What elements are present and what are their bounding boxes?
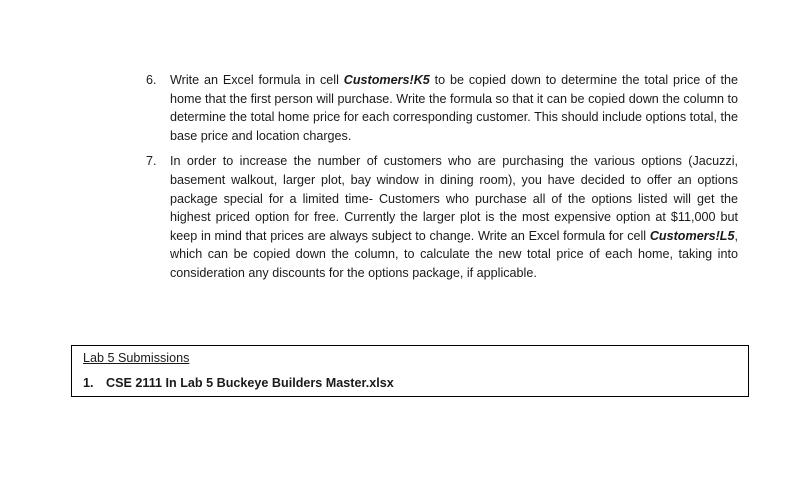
instruction-list — [146, 71, 738, 290]
item-number: 7. — [146, 154, 157, 169]
item-text: to be copied down to determine the total price of the home that the first person will purchase. Write the formula so that it can be copied down the column to determine the total home price for each corresponding customer. This should include options total, the base price and location charges. — [170, 73, 738, 143]
instruction-item-6 — [146, 71, 738, 145]
item-number: 6. — [146, 73, 157, 87]
cell-reference: Customers!K5 — [343, 73, 430, 87]
item-text: In order to increase the number of customers who are purchasing the various options (Jacuzzi, basement walkout, larger plot, bay window in dining room), you have decided to offer an options package special for a limited time- Customers who purchase all of the options listed will get the highest priced option for free. Currently the larger plot is the most expensive option at $11,000 but keep in mind that prices are always subject to change. Write an Excel formula for cell — [170, 154, 738, 243]
item-text: Write an Excel formula in cell — [170, 73, 344, 87]
submissions-title: Lab 5 Submissions — [83, 351, 190, 365]
item-text: , which can be copied down the column, to calculate the new total price of each home, taking into consideration any discounts for the options package, if applicable. — [170, 228, 738, 280]
submission-item-number: 1. — [83, 376, 94, 390]
submission-file-name: CSE 2111 In Lab 5 Buckeye Builders Master.xlsx — [106, 376, 394, 390]
submission-item — [83, 376, 394, 390]
instruction-item-7 — [146, 152, 738, 282]
cell-reference: Customers!L5 — [649, 228, 735, 243]
submissions-box — [71, 345, 749, 397]
